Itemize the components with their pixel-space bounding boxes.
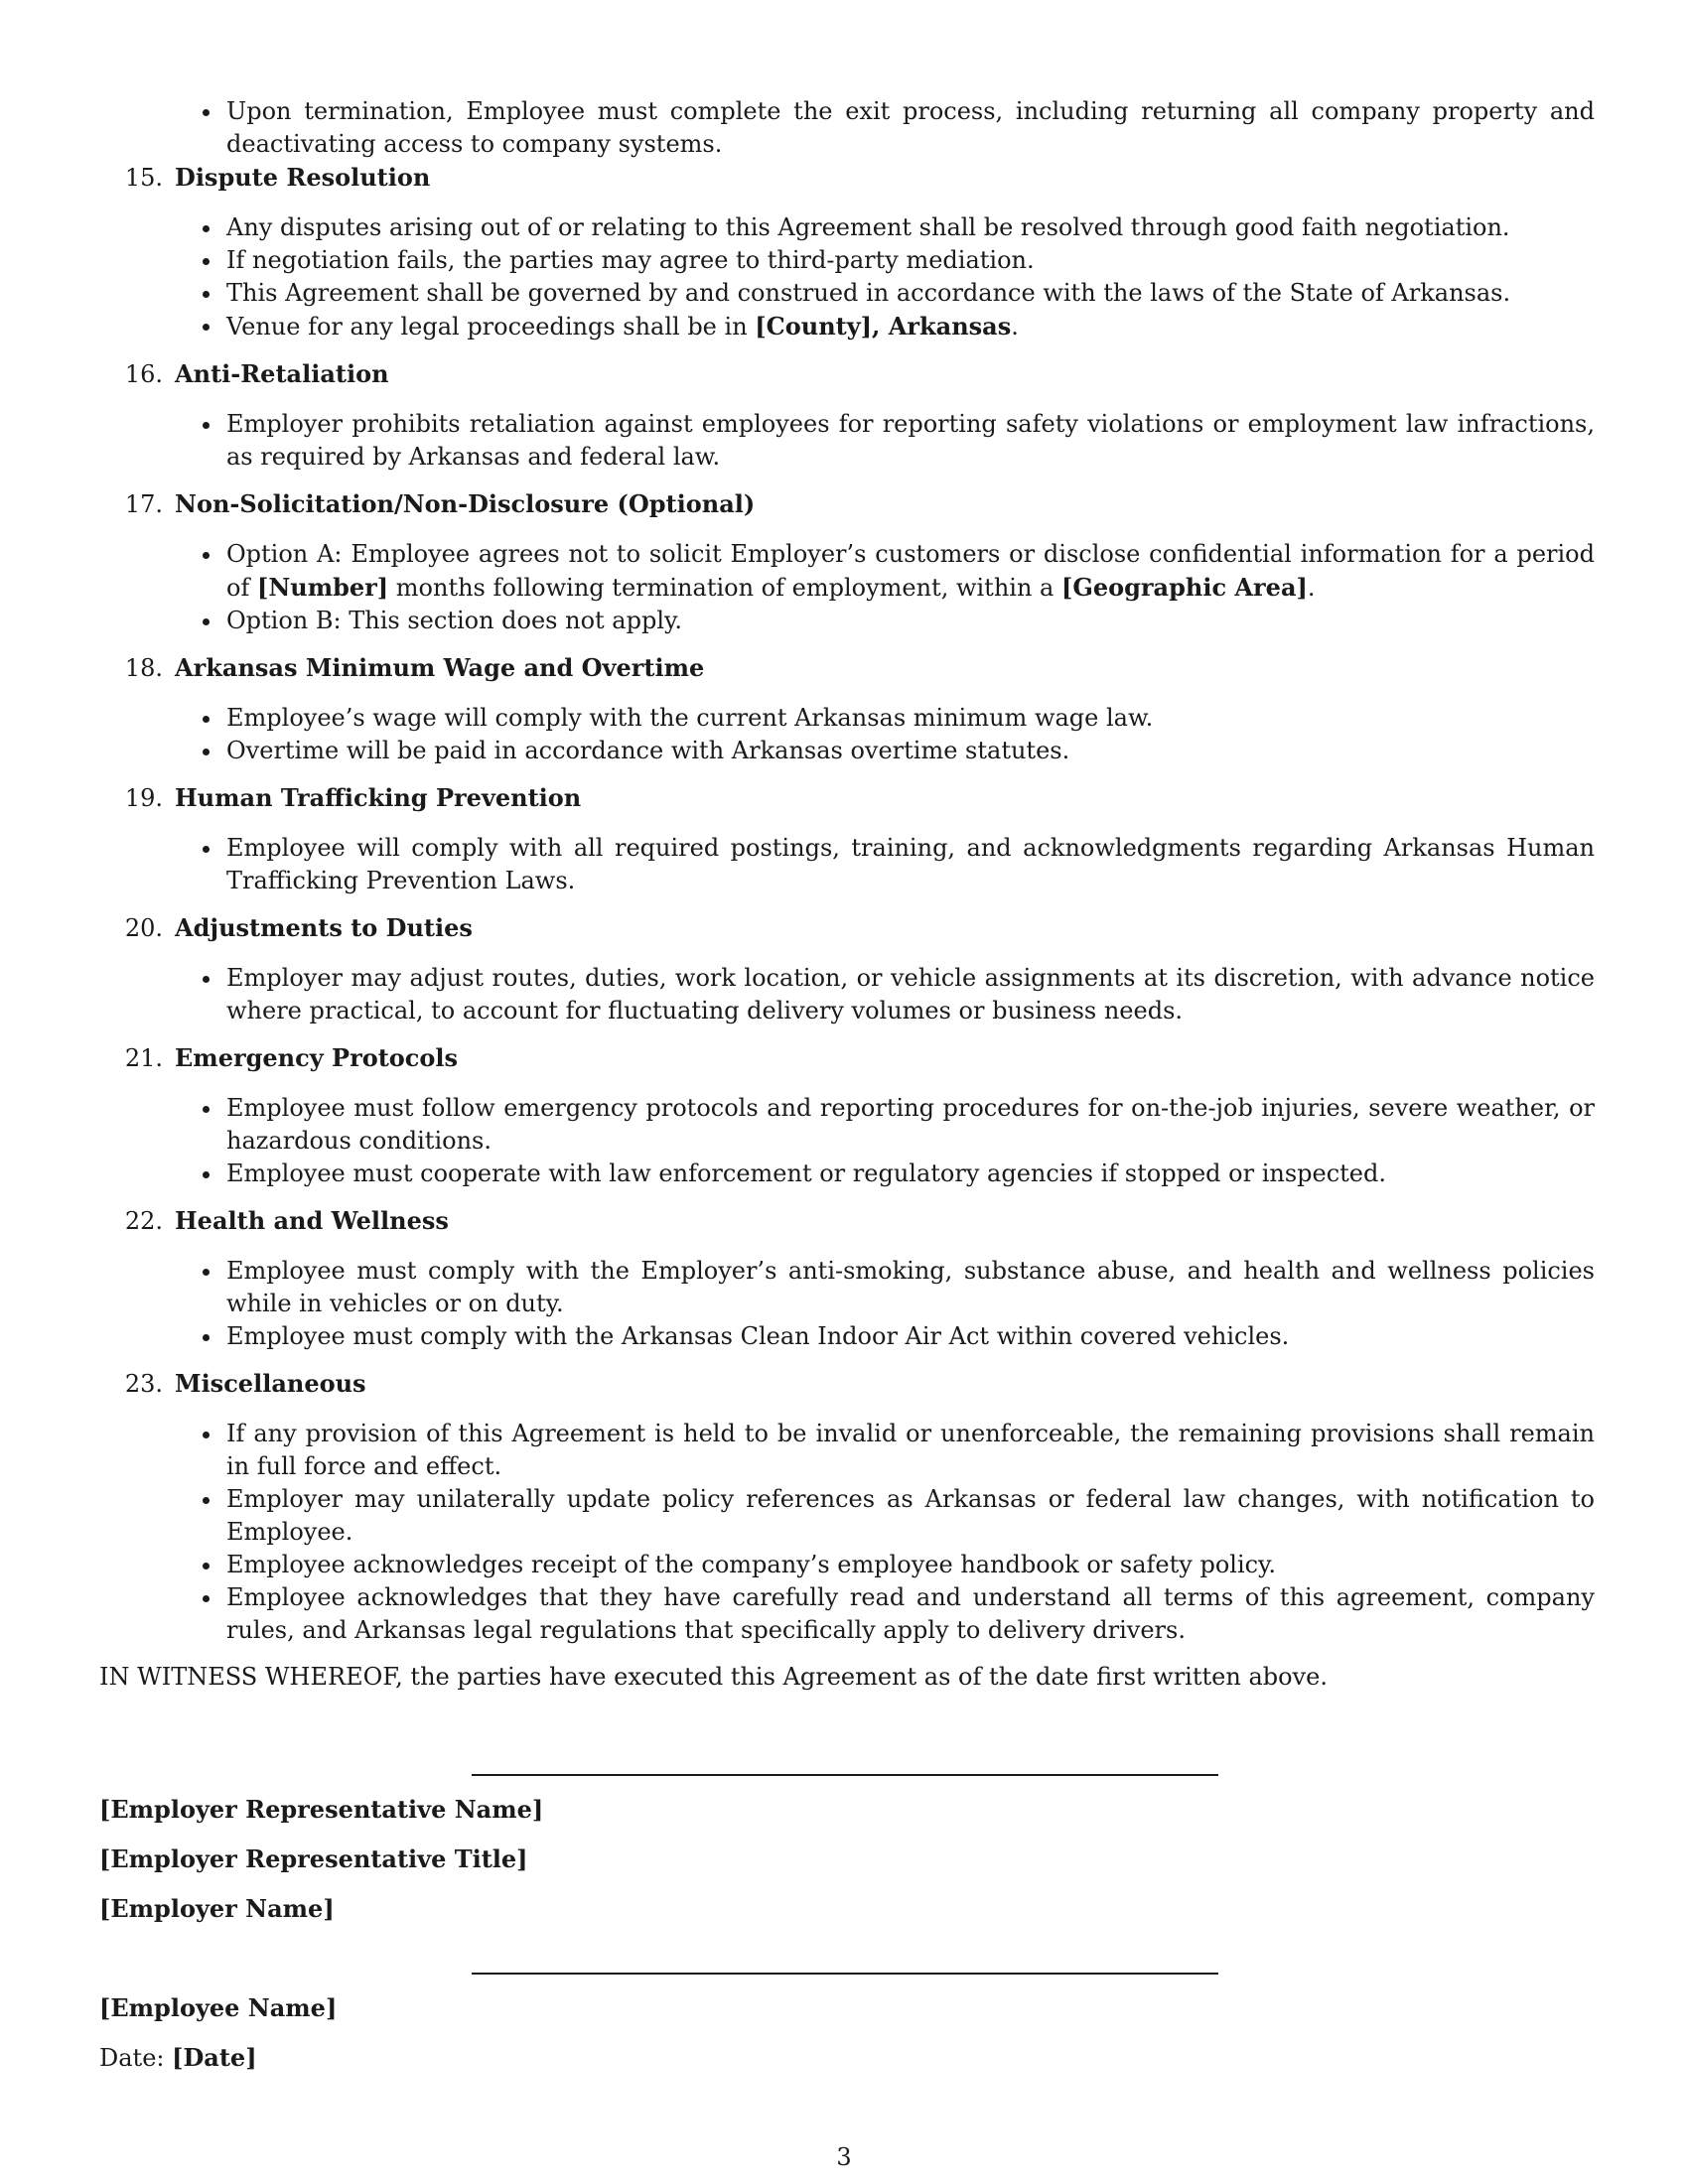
bullet-text: Employee must comply with the Employer’s anti-smoking, substance abuse, and health and wellness policies while in vehicles or on duty.: [226, 1257, 1595, 1317]
bullet-text: .: [1307, 574, 1316, 602]
section-number: 21.: [124, 1044, 163, 1072]
bullet-text: Employee acknowledges that they have carefully read and understand all terms of this agreement, company rules, and Arkansas legal regulations that specifically apply to delivery drivers.: [226, 1583, 1595, 1644]
bullet-item: [226, 605, 1595, 637]
section-title: Arkansas Minimum Wage and Overtime: [175, 653, 705, 682]
bullet-text: Employee’s wage will comply with the current Arkansas minimum wage law.: [226, 704, 1154, 732]
date-placeholder: [Date]: [172, 2043, 257, 2072]
bullet-item: [226, 702, 1595, 735]
section-title: Human Trafficking Prevention: [175, 783, 582, 812]
bullet-item: [226, 1418, 1595, 1483]
placeholder-text: [Number]: [256, 573, 389, 602]
section-number: 16.: [124, 360, 163, 388]
bullet-item: [226, 408, 1595, 474]
section: [99, 357, 1595, 474]
section-number: 23.: [124, 1370, 163, 1398]
bullet-item: [226, 1092, 1595, 1158]
bullet-text: months following termination of employment, within a: [388, 574, 1061, 602]
date-line: [99, 2041, 257, 2075]
section: [99, 161, 1595, 343]
section-number: 17.: [124, 490, 163, 518]
section-bullet-list: [99, 211, 1595, 343]
bullet-item: [226, 962, 1595, 1027]
section-number: 22.: [124, 1207, 163, 1235]
bullet-item: [226, 832, 1595, 897]
bullet-text: Employee must cooperate with law enforcement or regulatory agencies if stopped or inspected.: [226, 1160, 1386, 1187]
bullet-text: If any provision of this Agreement is held to be invalid or unenforceable, the remaining provisions shall remain in full force and effect.: [226, 1420, 1595, 1480]
bullet-text: If negotiation fails, the parties may agree to third-party mediation.: [226, 246, 1035, 274]
bullet-item: Upon termination, Employee must complete the exit process, including returning all company property and deactivating access to company systems.: [226, 95, 1595, 161]
page-number: 3: [836, 2143, 852, 2171]
employee-signature-line: [472, 1973, 1218, 1975]
bullet-text: Employee must comply with the Arkansas Clean Indoor Air Act within covered vehicles.: [226, 1322, 1290, 1350]
bullet-item: [226, 1255, 1595, 1320]
section-heading: [99, 651, 1595, 685]
bullet-text: Option A: Employee agrees not to solicit Employer’s customers or disclose confidential information for a period of: [226, 540, 1595, 602]
document-body: [99, 95, 1595, 1694]
section-bullet-list: [99, 1418, 1595, 1647]
section-heading: [99, 1041, 1595, 1075]
section: [99, 651, 1595, 767]
section-number: 19.: [124, 784, 163, 812]
section-heading: [99, 1367, 1595, 1401]
section-title: Miscellaneous: [175, 1369, 366, 1398]
bullet-item: [226, 211, 1595, 244]
section-bullet-list: [99, 1255, 1595, 1353]
bullet-text: Employer may unilaterally update policy references as Arkansas or federal law changes, with notification to Employee.: [226, 1485, 1595, 1546]
section-title: Adjustments to Duties: [175, 913, 473, 942]
bullet-item: [226, 1549, 1595, 1581]
section-heading: [99, 1204, 1595, 1238]
employee-name: [Employee Name]: [99, 1993, 338, 2022]
bullet-text: This Agreement shall be governed by and construed in accordance with the laws of the State of Arkansas.: [226, 279, 1511, 307]
bullet-item: [226, 244, 1595, 277]
employer-signature-line: [472, 1774, 1218, 1776]
date-label: Date:: [99, 2044, 173, 2072]
bullet-text: Employer prohibits retaliation against employees for reporting safety violations or employment law infractions, as required by Arkansas and federal law.: [226, 410, 1595, 471]
section: [99, 1367, 1595, 1647]
section-title: Dispute Resolution: [175, 163, 431, 192]
bullet-text: Employer may adjust routes, duties, work location, or vehicle assignments at its discretion, with advance notice where practical, to account for fluctuating delivery volumes or business needs.: [226, 964, 1595, 1024]
bullet-item: [226, 277, 1595, 310]
placeholder-text: [Geographic Area]: [1060, 573, 1308, 602]
section-title: Emergency Protocols: [175, 1043, 459, 1072]
bullet-item: [226, 735, 1595, 767]
section: [99, 487, 1595, 637]
section-number: 15.: [124, 164, 163, 192]
witness-clause: IN WITNESS WHEREOF, the parties have executed this Agreement as of the date first written above.: [99, 1663, 1328, 1691]
section-bullet-list: [99, 832, 1595, 897]
continued-bullet-list: [99, 95, 1595, 161]
bullet-text: Employee must follow emergency protocols and reporting procedures for on-the-job injuries, severe weather, or hazardous conditions.: [226, 1094, 1595, 1155]
section: [99, 1041, 1595, 1190]
section-bullet-list: [99, 962, 1595, 1027]
section-heading: [99, 357, 1595, 391]
bullet-text: Employee will comply with all required postings, training, and acknowledgments regarding Arkansas Human Trafficking Prevention Laws.: [226, 834, 1595, 894]
bullet-text: .: [1011, 313, 1019, 341]
section-heading: [99, 911, 1595, 945]
employer-rep-name: [Employer Representative Name]: [99, 1795, 544, 1824]
sections-container: [99, 161, 1595, 1647]
bullet-text: Venue for any legal proceedings shall be in: [226, 313, 756, 341]
bullet-item: [226, 1158, 1595, 1190]
section-heading: [99, 487, 1595, 521]
section-bullet-list: [99, 538, 1595, 637]
bullet-text: Overtime will be paid in accordance with Arkansas overtime statutes.: [226, 737, 1070, 764]
section-title: Health and Wellness: [175, 1206, 449, 1235]
bullet-item: [226, 538, 1595, 605]
section-number: 20.: [124, 914, 163, 942]
section-title: Non-Solicitation/Non-Disclosure (Optional): [175, 489, 756, 518]
section-title: Anti-Retaliation: [175, 359, 389, 388]
bullet-text: Option B: This section does not apply.: [226, 607, 682, 634]
section: [99, 1204, 1595, 1353]
employer-rep-title: [Employer Representative Title]: [99, 1844, 528, 1873]
section-number: 18.: [124, 654, 163, 682]
section-bullet-list: [99, 408, 1595, 474]
section-heading: [99, 161, 1595, 195]
section-bullet-list: [99, 1092, 1595, 1190]
bullet-text: Any disputes arising out of or relating to this Agreement shall be resolved through good faith negotiation.: [226, 213, 1510, 241]
bullet-item: [226, 1483, 1595, 1549]
placeholder-text: [County], Arkansas: [755, 312, 1012, 341]
bullet-item: [226, 310, 1595, 343]
section-bullet-list: [99, 702, 1595, 767]
section: [99, 911, 1595, 1027]
section-heading: [99, 781, 1595, 815]
bullet-text: Employee acknowledges receipt of the company’s employee handbook or safety policy.: [226, 1551, 1277, 1578]
employer-name: [Employer Name]: [99, 1894, 335, 1923]
bullet-item: [226, 1320, 1595, 1353]
bullet-item: [226, 1581, 1595, 1647]
section: [99, 781, 1595, 897]
